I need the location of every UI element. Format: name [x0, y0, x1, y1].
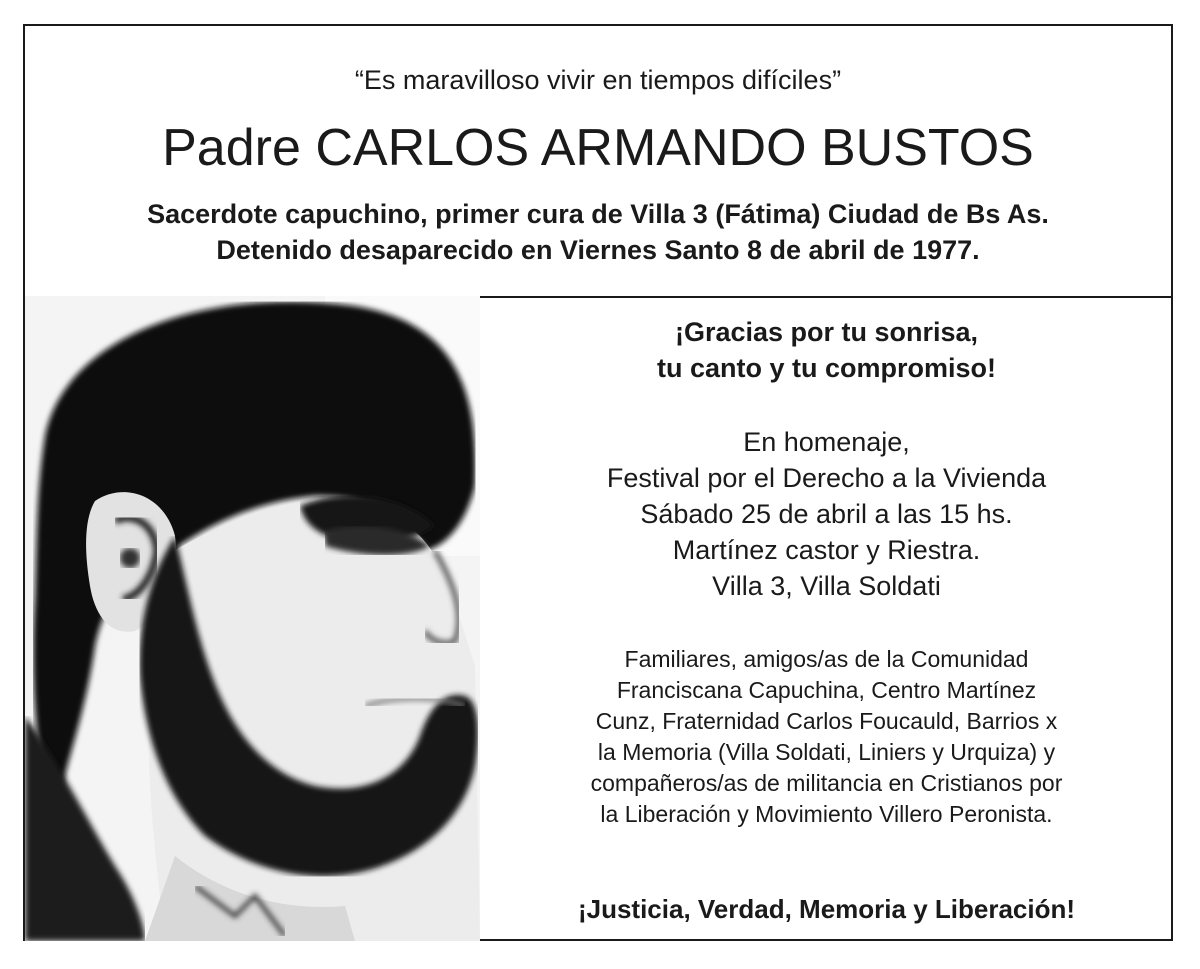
poster-frame: [23, 24, 1173, 941]
poster-header: [25, 26, 1171, 298]
thanks-line: tu canto y tu compromiso!: [656, 353, 997, 383]
tribute-line: Villa 3, Villa Soldati: [712, 571, 941, 601]
organizers-line: Franciscana Capuchina, Centro Martínez: [616, 677, 1037, 703]
page-title: Padre CARLOS ARMANDO BUSTOS: [162, 119, 1034, 177]
event-details: [480, 296, 1173, 941]
header-subtitle: [25, 196, 1171, 268]
subtitle-line: Sacerdote capuchino, primer cura de Villa 3 (Fátima) Ciudad de Bs As.: [147, 199, 1049, 229]
subtitle-line: Detenido desaparecido en Viernes Santo 8 de abril de 1977.: [216, 235, 980, 265]
thanks-line: ¡Gracias por tu sonrisa,: [674, 317, 979, 347]
portrait-photo-icon: [25, 296, 480, 941]
organizers-text: [510, 644, 1143, 830]
tribute-line: En homenaje,: [743, 427, 910, 457]
header-quote: “Es maravilloso vivir en tiempos difíciles”: [354, 65, 842, 95]
organizers-line: Familiares, amigos/as de la Comunidad: [624, 646, 1029, 672]
tribute-info: [480, 424, 1173, 604]
closing-slogan: ¡Justicia, Verdad, Memoria y Liberación!: [577, 894, 1076, 924]
tribute-line: Sábado 25 de abril a las 15 hs.: [640, 499, 1013, 529]
organizers-line: la Memoria (Villa Soldati, Liniers y Urquiza) y: [597, 739, 1056, 765]
organizers-line: compañeros/as de militancia en Cristianos por: [590, 770, 1063, 796]
tribute-line: Festival por el Derecho a la Vivienda: [606, 463, 1047, 493]
thanks-message: [480, 314, 1173, 386]
tribute-line: Martínez castor y Riestra.: [672, 535, 981, 565]
organizers-line: la Liberación y Movimiento Villero Peronista.: [600, 801, 1053, 827]
organizers-line: Cunz, Fraternidad Carlos Foucauld, Barrios x: [595, 708, 1058, 734]
